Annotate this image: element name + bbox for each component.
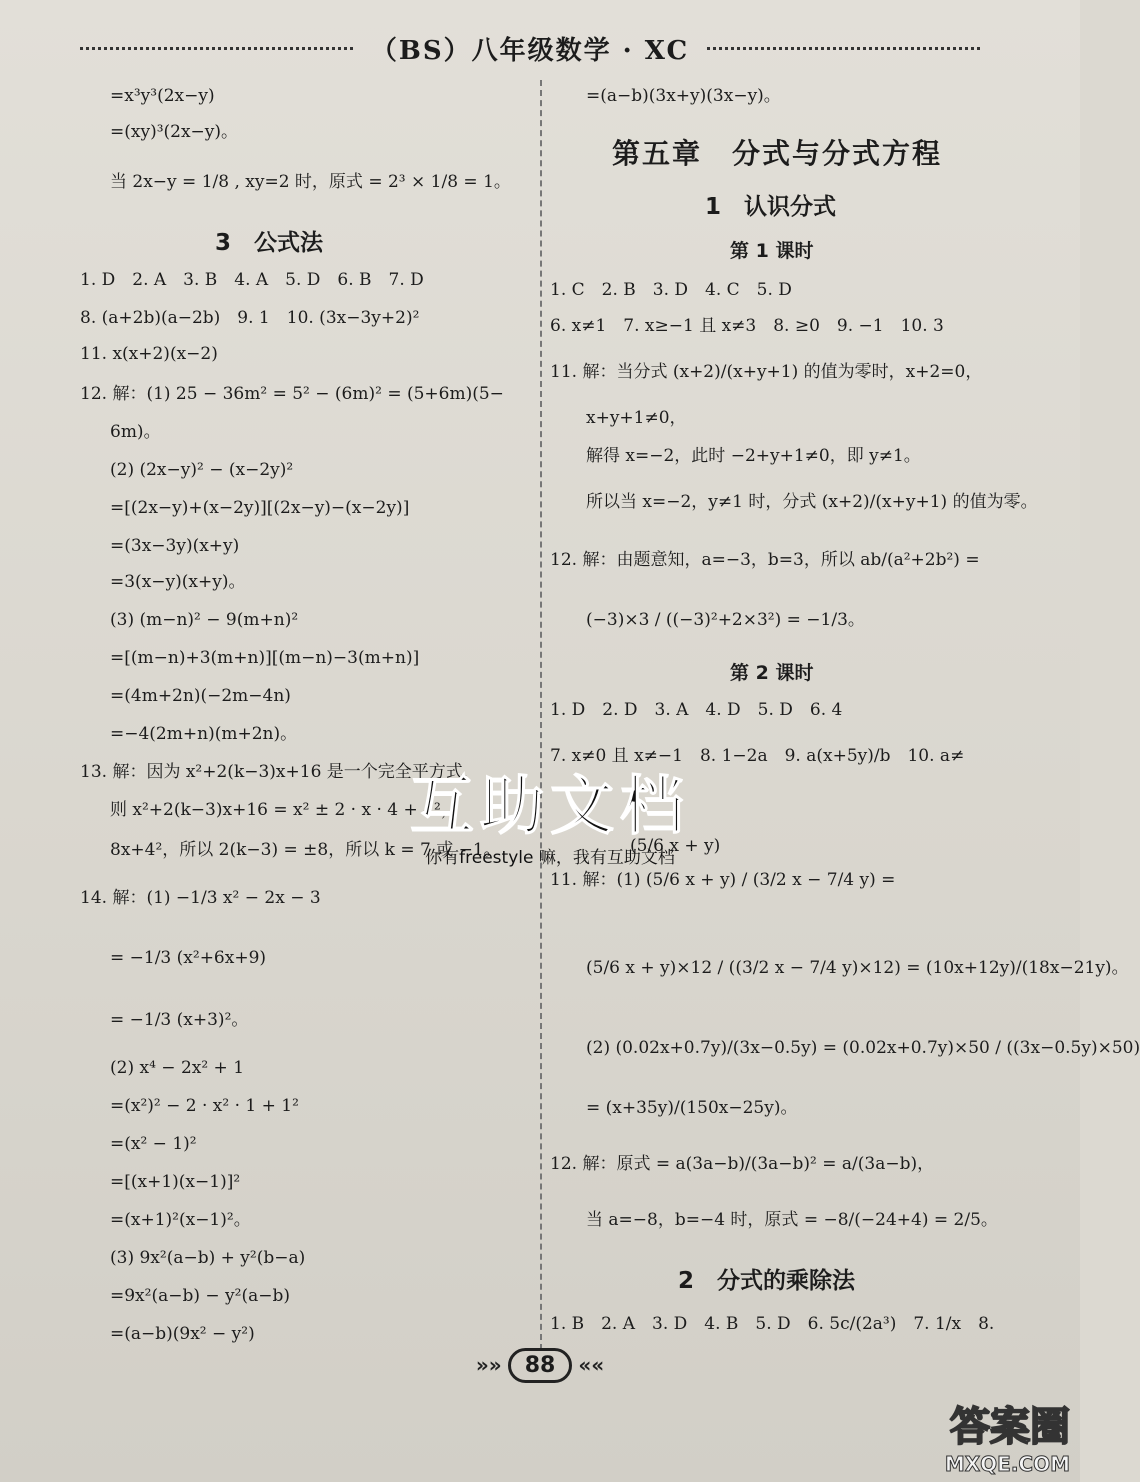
answer-line: 当 2x−y = 1/8 , xy=2 时，原式 = 2³ × 1/8 = 1。 bbox=[110, 172, 511, 192]
watermark-slogan: 你有freestyle 嘛，我有互助文档 bbox=[425, 848, 675, 868]
answer-line: =(x² − 1)² bbox=[110, 1134, 197, 1154]
answer-line: 14. 解：(1) −1/3 x² − 2x − 3 bbox=[80, 888, 321, 908]
section-heading: 3 公式法 bbox=[215, 230, 324, 256]
header-title: （BS）八年级数学 · XC bbox=[370, 35, 690, 66]
answer-line: =(x+1)²(x−1)²。 bbox=[110, 1210, 251, 1230]
answer-line: =[(m−n)+3(m+n)][(m−n)−3(m+n)] bbox=[110, 648, 420, 668]
answer-line: 所以当 x=−2，y≠1 时，分式 (x+2)/(x+y+1) 的值为零。 bbox=[586, 492, 1038, 512]
answer-line: =(3x−3y)(x+y) bbox=[110, 536, 240, 556]
answer-line: =x³y³(2x−y) bbox=[110, 86, 215, 106]
chevrons-left-icon: «« bbox=[578, 1353, 605, 1377]
answer-line: =(a−b)(3x+y)(3x−y)。 bbox=[586, 86, 781, 106]
answer-line: 6m)。 bbox=[110, 422, 161, 442]
chapter-heading: 第五章 分式与分式方程 bbox=[612, 137, 943, 170]
lesson-heading: 第 1 课时 bbox=[730, 240, 814, 262]
answer-line: =[(2x−y)+(x−2y)][(2x−y)−(x−2y)] bbox=[110, 498, 410, 518]
answer-line: =(a−b)(9x² − y²) bbox=[110, 1324, 255, 1344]
answer-line: 则 x²+2(k−3)x+16 = x² ± 2 · x · 4 + 4²， bbox=[110, 800, 458, 820]
answer-line: (3) 9x²(a−b) + y²(b−a) bbox=[110, 1248, 306, 1268]
logo-domain: MXQE.COM bbox=[944, 1452, 1070, 1476]
answer-line: (2) (2x−y)² − (x−2y)² bbox=[110, 460, 294, 480]
header-rule-right bbox=[707, 47, 980, 50]
answer-line: 7. x≠0 且 x≠−1 8. 1−2a 9. a(x+5y)/b 10. a≠ bbox=[550, 746, 965, 766]
answer-line: = −1/3 (x+3)²。 bbox=[110, 1010, 249, 1030]
watermark-title: 互助文档 bbox=[410, 770, 690, 844]
page-footer bbox=[460, 1345, 620, 1385]
answer-line: 1. B 2. A 3. D 4. B 5. D 6. 5c/(2a³) 7. 1/x 8. bbox=[550, 1314, 995, 1334]
watermark bbox=[390, 755, 710, 868]
answer-line: (5/6 x + y) bbox=[630, 836, 721, 856]
answer-line: 1. D 2. D 3. A 4. D 5. D 6. 4 bbox=[550, 700, 843, 720]
answer-line: (2) x⁴ − 2x² + 1 bbox=[110, 1058, 245, 1078]
answer-line: =(xy)³(2x−y)。 bbox=[110, 122, 239, 142]
answer-line: (5/6 x + y)×12 / ((3/2 x − 7/4 y)×12) = (10x+12y)/(18x−21y)。 bbox=[586, 958, 1129, 978]
answer-line: = (x+35y)/(150x−25y)。 bbox=[586, 1098, 798, 1118]
answer-line: 11. 解：(1) (5/6 x + y) / (3/2 x − 7/4 y) = bbox=[550, 870, 896, 890]
page-header bbox=[80, 30, 980, 66]
answer-line: =3(x−y)(x+y)。 bbox=[110, 572, 246, 592]
answer-line: 12. 解：原式 = a(3a−b)/(3a−b)² = a/(3a−b)， bbox=[550, 1154, 935, 1174]
answer-line: (2) (0.02x+0.7y)/(3x−0.5y) = (0.02x+0.7y)×50 / ((3x−0.5y)×50) bbox=[586, 1038, 1140, 1058]
answer-line: =(4m+2n)(−2m−4n) bbox=[110, 686, 291, 706]
answer-line: 解得 x=−2，此时 −2+y+1≠0，即 y≠1。 bbox=[586, 446, 921, 466]
answer-line: 8. (a+2b)(a−2b) 9. 1 10. (3x−3y+2)² bbox=[80, 308, 420, 328]
section-heading: 2 分式的乘除法 bbox=[678, 1268, 856, 1294]
answer-line: (−3)×3 / ((−3)²+2×3²) = −1/3。 bbox=[586, 610, 865, 630]
answer-line: (3) (m−n)² − 9(m+n)² bbox=[110, 610, 299, 630]
header-rule-left bbox=[80, 47, 353, 50]
answer-line: 1. D 2. A 3. B 4. A 5. D 6. B 7. D bbox=[80, 270, 424, 290]
answer-line: = −1/3 (x²+6x+9) bbox=[110, 948, 267, 968]
answer-line: 8x+4²，所以 2(k−3) = ±8，所以 k = 7 或 −1。 bbox=[110, 840, 501, 860]
site-logo bbox=[870, 1395, 1070, 1476]
answer-line: =9x²(a−b) − y²(a−b) bbox=[110, 1286, 290, 1306]
answer-line: 6. x≠1 7. x≥−1 且 x≠3 8. ≥0 9. −1 10. 3 bbox=[550, 316, 944, 336]
logo-text: 答案圈 bbox=[950, 1404, 1070, 1450]
chevrons-right-icon: »» bbox=[475, 1353, 502, 1377]
answer-line: =[(x+1)(x−1)]² bbox=[110, 1172, 241, 1192]
column-divider bbox=[540, 80, 542, 1350]
answer-line: 11. x(x+2)(x−2) bbox=[80, 344, 218, 364]
section-heading: 1 认识分式 bbox=[705, 194, 837, 220]
answer-line: 当 a=−8，b=−4 时，原式 = −8/(−24+4) = 2/5。 bbox=[586, 1210, 998, 1230]
answer-line: 1. C 2. B 3. D 4. C 5. D bbox=[550, 280, 792, 300]
answer-line: =(x²)² − 2 · x² · 1 + 1² bbox=[110, 1096, 299, 1116]
answer-line: =−4(2m+n)(m+2n)。 bbox=[110, 724, 298, 744]
page-number: 88 bbox=[508, 1348, 573, 1383]
answer-line: 12. 解：(1) 25 − 36m² = 5² − (6m)² = (5+6m)(5− bbox=[80, 384, 504, 404]
answer-line: 12. 解：由题意知，a=−3，b=3，所以 ab/(a²+2b²) = bbox=[550, 550, 980, 570]
answer-line: x+y+1≠0， bbox=[586, 408, 687, 428]
lesson-heading: 第 2 课时 bbox=[730, 662, 814, 684]
answer-line: 11. 解：当分式 (x+2)/(x+y+1) 的值为零时，x+2=0， bbox=[550, 362, 983, 382]
answer-line: 13. 解：因为 x²+2(k−3)x+16 是一个完全平方式， bbox=[80, 762, 480, 782]
